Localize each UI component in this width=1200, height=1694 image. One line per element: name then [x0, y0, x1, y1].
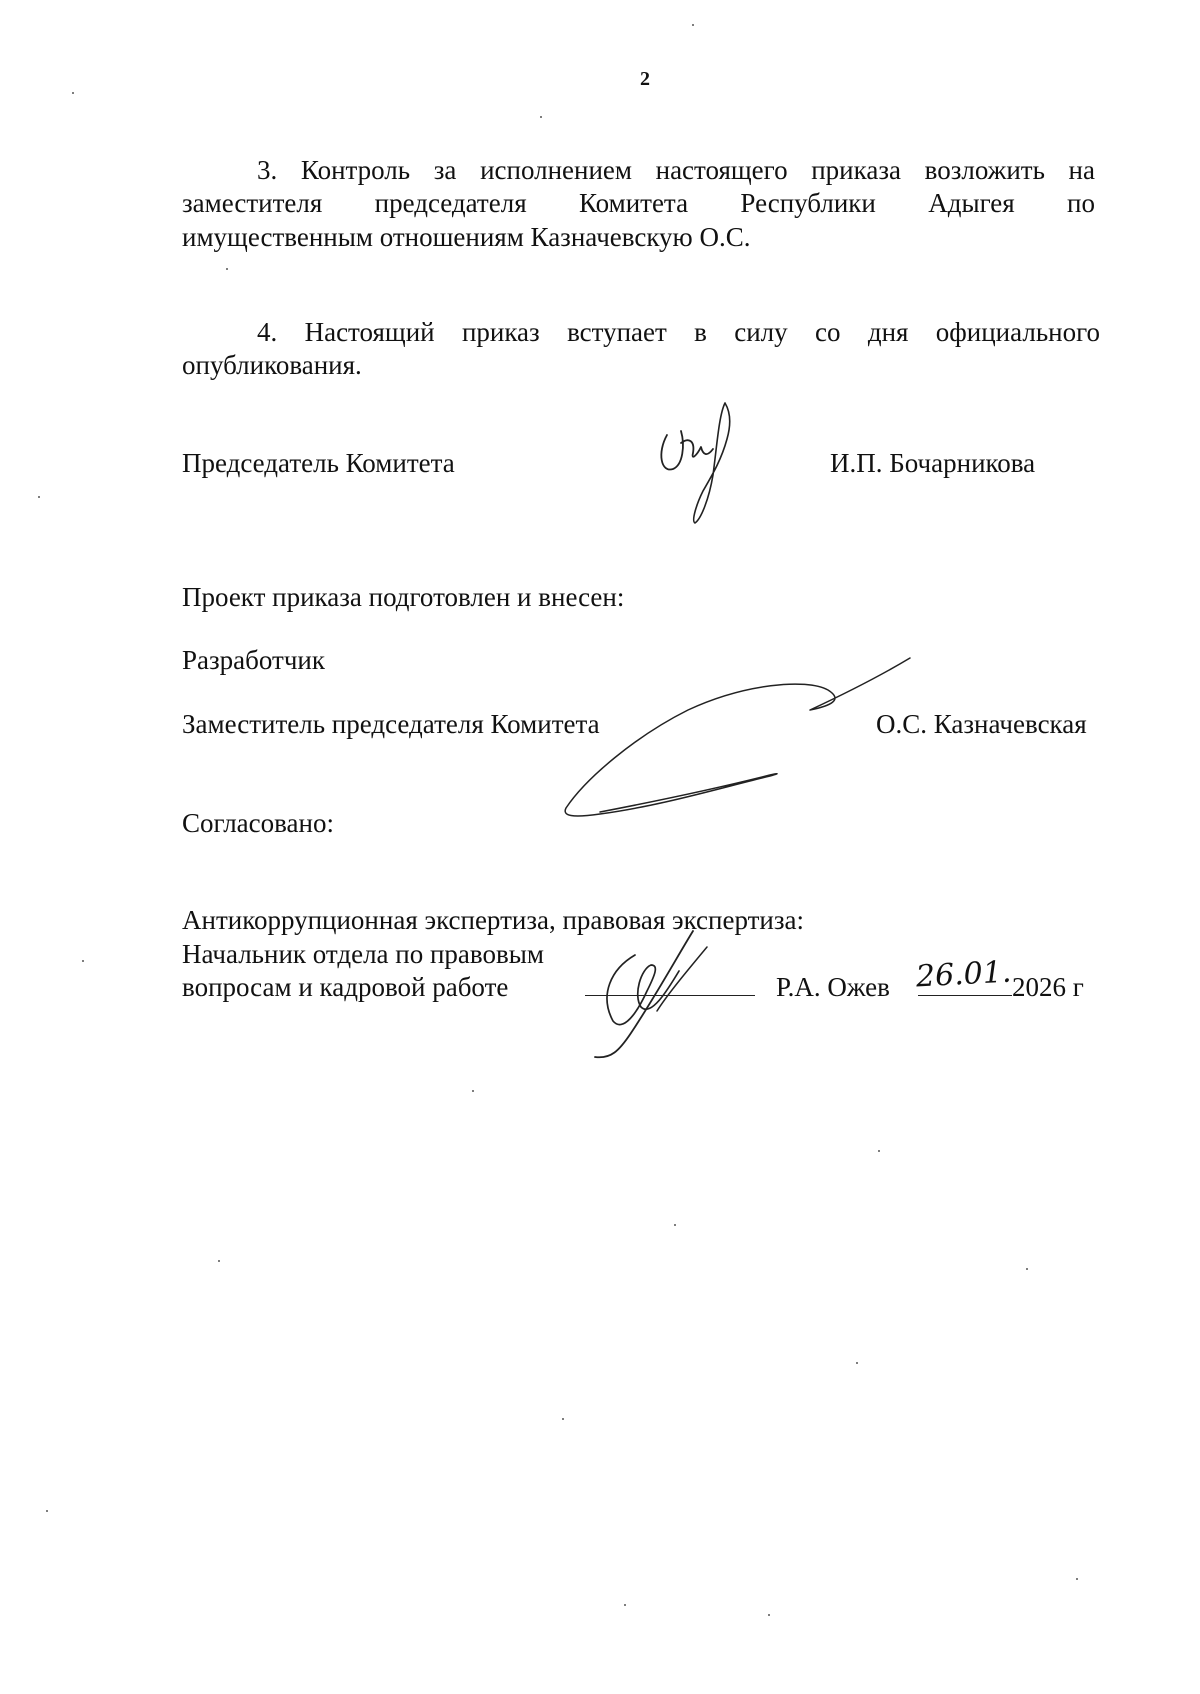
item3-word: на: [1068, 155, 1095, 185]
deputy-signature: [560, 650, 920, 825]
head-title-line1: Начальник отдела по правовым: [182, 939, 544, 969]
item3-word: Контроль: [300, 155, 411, 185]
item4-word: дня: [867, 317, 909, 347]
scan-speck: [38, 496, 40, 498]
scan-speck: [856, 1362, 858, 1364]
developer-label: Разработчик: [182, 645, 325, 675]
item4-line2: опубликования.: [182, 350, 362, 380]
item4-word: Настоящий: [304, 317, 435, 347]
head-title-line2: вопросам и кадровой работе: [182, 972, 509, 1002]
item3-word: 3.: [257, 155, 278, 185]
scan-speck: [72, 92, 74, 94]
item3-line2: [182, 186, 1095, 220]
item3-word: за: [433, 155, 457, 185]
scan-speck: [226, 268, 228, 270]
item4-line1: [257, 315, 1100, 349]
scan-speck: [878, 1150, 880, 1152]
date-year: 2026 г: [1012, 972, 1084, 1002]
item3-line3: имущественным отношениям Казначевскую О.С.: [182, 222, 751, 252]
scan-speck: [218, 1260, 220, 1262]
item4-word: вступает: [567, 317, 667, 347]
item3-word: приказа: [811, 155, 901, 185]
chairman-name: И.П. Бочарникова: [830, 448, 1036, 478]
item3-word: возложить: [924, 155, 1045, 185]
date-line: [918, 995, 1012, 996]
scan-speck: [540, 116, 542, 118]
item4-word: приказ: [461, 317, 540, 347]
deputy-title: Заместитель председателя Комитета: [182, 709, 600, 739]
page-number: 2: [640, 68, 650, 90]
scan-speck: [692, 24, 694, 26]
item3-word: заместителя: [182, 188, 323, 218]
scan-speck: [674, 1224, 676, 1226]
scan-speck: [82, 960, 84, 962]
deputy-name: О.С. Казначевская: [876, 709, 1087, 739]
item3-word: настоящего: [655, 155, 788, 185]
scan-speck: [472, 1090, 474, 1092]
expertise-title: Антикоррупционная экспертиза, правовая экспертиза:: [182, 905, 805, 935]
project-heading: Проект приказа подготовлен и внесен:: [182, 582, 625, 612]
item4-word: 4.: [257, 317, 278, 347]
scan-speck: [1076, 1578, 1078, 1580]
scan-speck: [768, 1614, 770, 1616]
item3-word: по: [1067, 188, 1095, 218]
scan-speck: [46, 1510, 48, 1512]
scan-speck: [562, 1418, 564, 1420]
scan-speck: [624, 1604, 626, 1606]
item3-word: Адыгея: [928, 188, 1015, 218]
handwritten-date: 26.01.: [915, 954, 1013, 995]
item4-word: силу: [734, 317, 788, 347]
item3-line1: [257, 153, 1095, 187]
item3-word: Комитета: [578, 188, 689, 218]
item4-word: со: [815, 317, 841, 347]
signature-line: [585, 995, 755, 996]
item4-word: в: [694, 317, 707, 347]
item3-word: председателя: [374, 188, 527, 218]
chairman-title: Председатель Комитета: [182, 448, 455, 478]
item4-word: официального: [935, 317, 1100, 347]
chairman-signature: [655, 395, 755, 530]
item3-word: Республики: [740, 188, 876, 218]
scan-speck: [1026, 1268, 1028, 1270]
approval-heading: Согласовано:: [182, 808, 334, 838]
head-name: Р.А. Ожев: [776, 972, 890, 1002]
item3-word: исполнением: [480, 155, 632, 185]
